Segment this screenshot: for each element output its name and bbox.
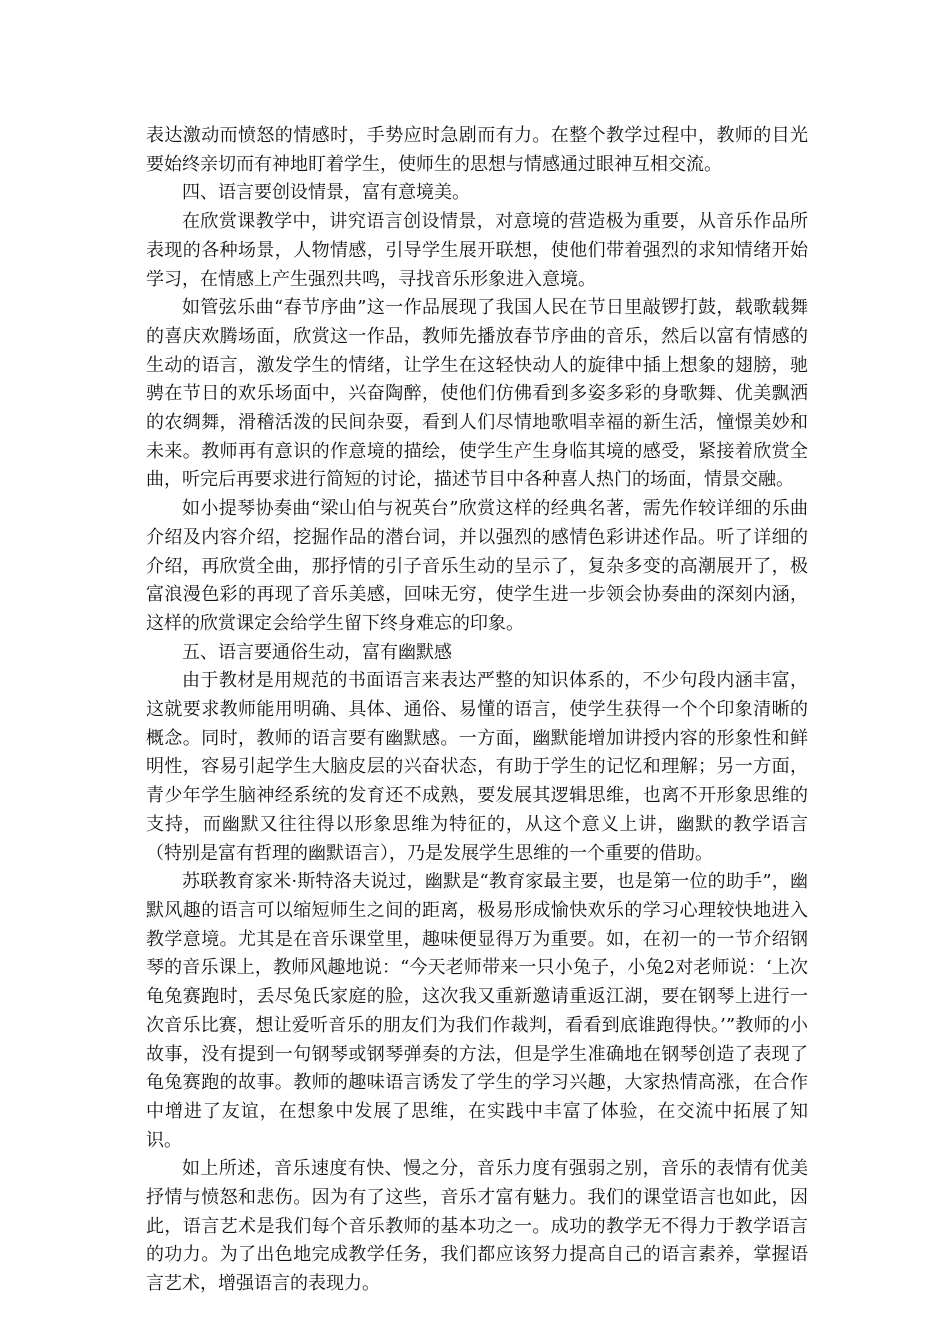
paragraph-continuation: 表达激动而愤怒的情感时，手势应时急剧而有力。在整个教学过程中，教师的目光要始终亲切而有神地盯着学生，使师生的思想与情感通过眼神互相交流。 (146, 125, 808, 175)
section-heading-5: 五、语言要通俗生动，富有幽默感 (182, 641, 452, 663)
document-body (146, 122, 808, 1299)
section-heading-4: 四、语言要创设情景，富有意境美。 (182, 182, 470, 204)
paragraph: 苏联教育家米·斯特洛夫说过，幽默是“教育家最主要，也是第一位的助手”，幽默风趣的语言可以缩短师生之间的距离，极易形成愉快欢乐的学习心理较快地进入教学意境。尤其是在音乐课堂里，趣味便显得万为重要。如，在初一的一节介绍钢琴的音乐课上，教师风趣地说：“今天老师带来一只小兔子，小兔2对老师说：‘上次龟兔赛跑时，丢尽兔氏家庭的脸，这次我又重新邀请重返江湖，要在钢琴上进行一次音乐比赛，想让爱听音乐的朋友们为我们作裁判，看看到底谁跑得快。’”教师的小故事，没有提到一句钢琴或钢琴弹奏的方法，但是学生准确地在钢琴创造了表现了龟兔赛跑的故事。教师的趣味语言诱发了学生的学习兴趣，大家热情高涨，在合作中增进了友谊，在想象中发展了思维，在实践中丰富了体验，在交流中拓展了知识。 (146, 871, 808, 1151)
paragraph: 如管弦乐曲“春节序曲”这一作品展现了我国人民在节日里敲锣打鼓，载歌载舞的喜庆欢腾场面，欣赏这一作品，教师先播放春节序曲的音乐，然后以富有情感的生动的语言，激发学生的情绪，让学生在这轻快动人的旋律中插上想象的翅膀，驰骋在节日的欢乐场面中，兴奋陶醉，使他们仿佛看到多姿多彩的身歌舞、优美飘洒的农绸舞，滑稽活泼的民间杂耍，看到人们尽情地歌唱幸福的新生活，憧憬美妙和未来。教师再有意识的作意境的描绘，使学生产生身临其境的感受，紧接着欣赏全曲，听完后再要求进行简短的讨论，描述节目中各种喜人热门的场面，情景交融。 (146, 297, 808, 491)
paragraph: 由于教材是用规范的书面语言来表达严整的知识体系的，不少句段内涵丰富，这就要求教师能用明确、具体、通俗、易懂的语言，使学生获得一个个印象清晰的概念。同时，教师的语言要有幽默感。一方面，幽默能增加讲授内容的形象性和鲜明性，容易引起学生大脑皮层的兴奋状态，有助于学生的记忆和理解；另一方面，青少年学生脑神经系统的发育还不成熟，要发展其逻辑思维，也离不开形象思维的支持，而幽默又往往得以形象思维为特征的，从这个意义上讲，幽默的教学语言（特别是富有哲理的幽默语言），乃是发展学生思维的一个重要的借助。 (146, 670, 808, 864)
paragraph: 如小提琴协奏曲“梁山伯与祝英台”欣赏这样的经典名著，需先作较详细的乐曲介绍及内容介绍，挖掘作品的潜台词，并以强烈的感情色彩讲述作品。听了详细的介绍，再欣赏全曲，那抒情的引子音乐生动的呈示了，复杂多变的高潮展开了，极富浪漫色彩的再现了音乐美感，回味无穷，使学生进一步领会协奏曲的深刻内涵，这样的欣赏课定会给学生留下终身难忘的印象。 (146, 498, 808, 634)
paragraph: 如上所述，音乐速度有快、慢之分，音乐力度有强弱之别，音乐的表情有优美抒情与愤怒和悲伤。因为有了这些，音乐才富有魅力。我们的课堂语言也如此，因此，语言艺术是我们每个音乐教师的基本功之一。成功的教学无不得力于教学语言的功力。为了出色地完成教学任务，我们都应该努力提高自己的语言素养，掌握语言艺术，增强语言的表现力。 (146, 1158, 808, 1295)
paragraph: 在欣赏课教学中，讲究语言创设情景，对意境的营造极为重要，从音乐作品所表现的各种场景，人物情感，引导学生展开联想，使他们带着强烈的求知情绪开始学习，在情感上产生强烈共鸣，寻找音乐形象进入意境。 (146, 211, 808, 290)
